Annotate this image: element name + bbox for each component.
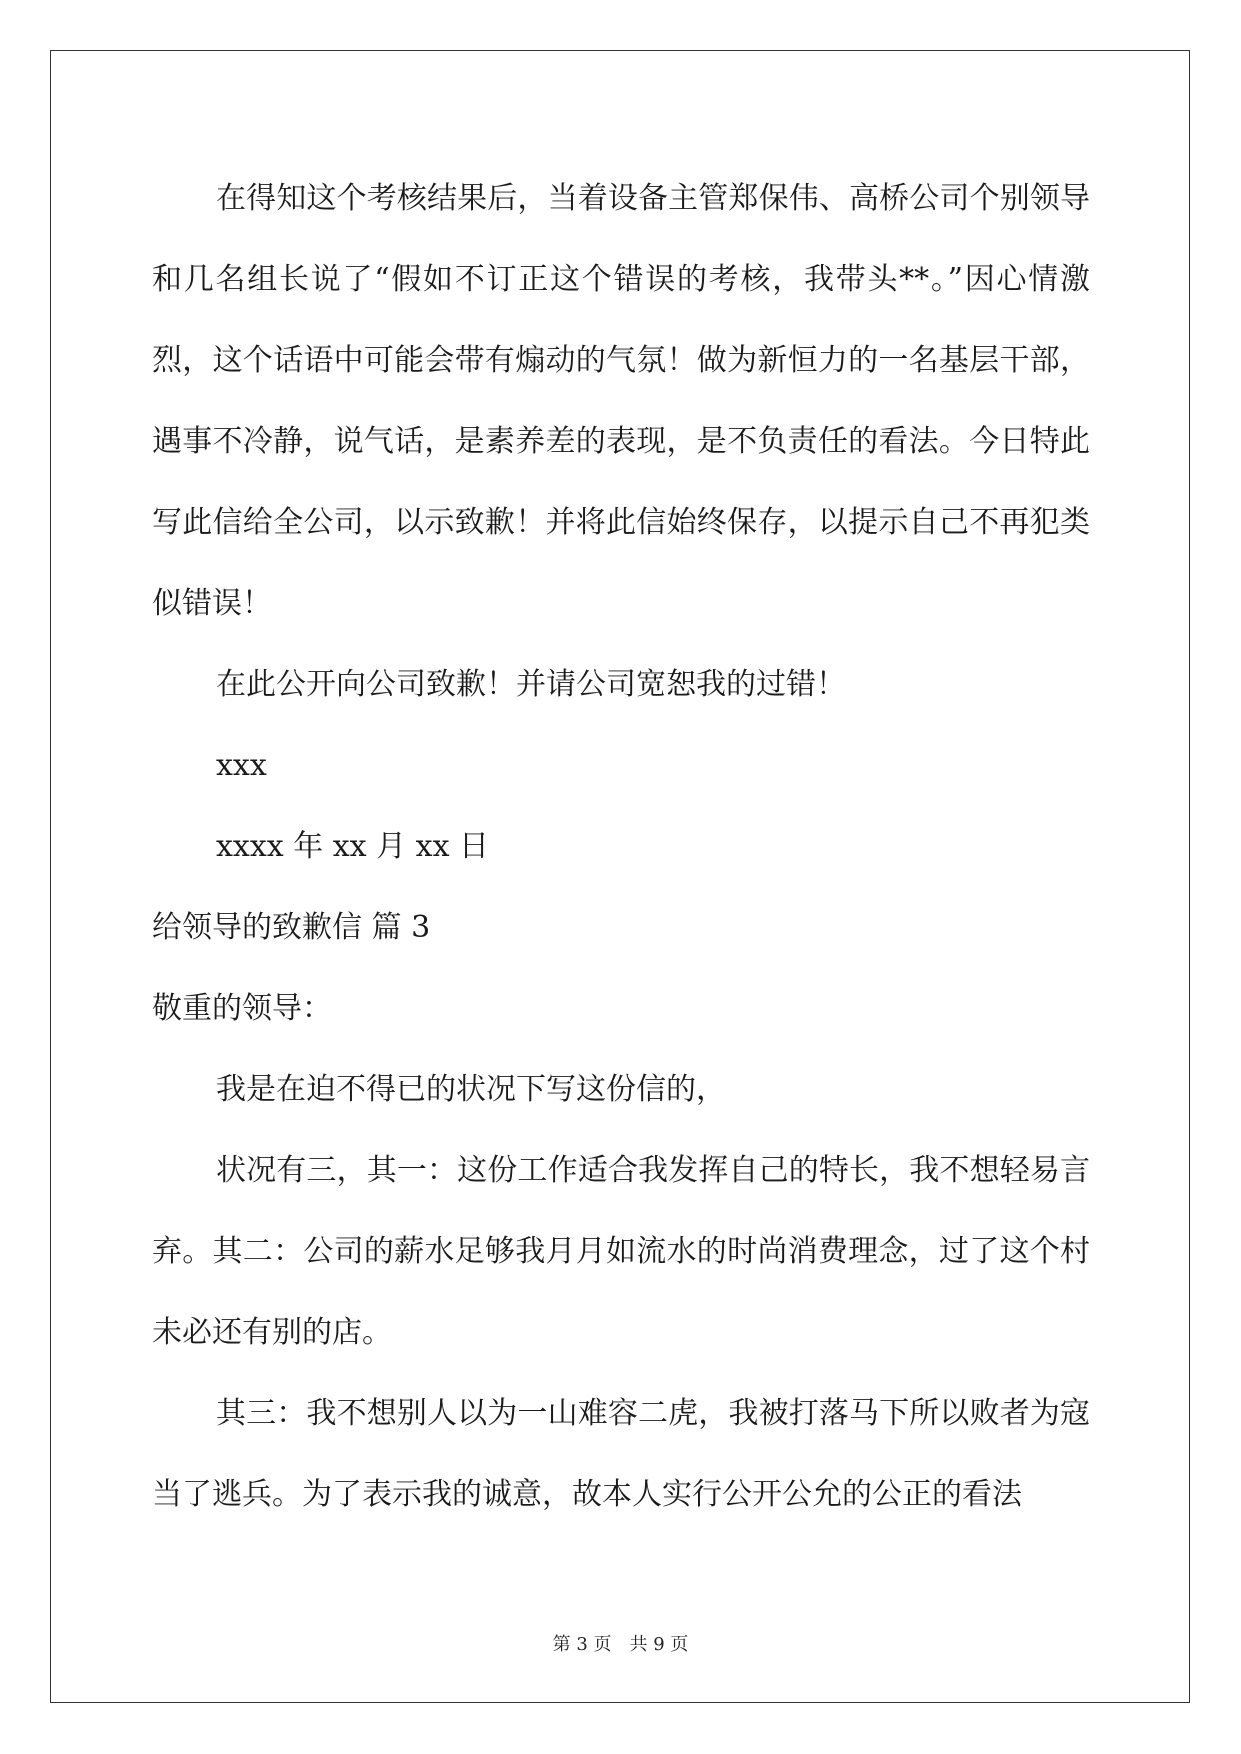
- paragraph-5: 其三：我不想别人以为一山难容二虎，我被打落马下所以败者为寇当了逃兵。为了表示我的诚意，故本人实行公开公允的公正的看法: [152, 1396, 1090, 1512]
- paragraph-4: 状况有三，其一：这份工作适合我发挥自己的特长，我不想轻易言弃。其二：公司的薪水足够我月月如流水的时尚消费理念，过了这个村未必还有别的店。: [152, 1153, 1090, 1350]
- document-body: [152, 158, 1090, 1535]
- paragraph-3: 我是在迫不得已的状况下写这份信的，: [216, 1072, 726, 1107]
- section-heading: 给领导的致歉信 篇 3: [152, 910, 431, 945]
- salutation: 敬重的领导：: [152, 991, 332, 1026]
- signature-name: xxx: [216, 748, 267, 783]
- paragraph-2: 在此公开向公司致歉！并请公司宽恕我的过错！: [216, 667, 846, 702]
- signature-date: xxxx 年 xx 月 xx 日: [216, 829, 490, 864]
- paragraph-1: 在得知这个考核结果后，当着设备主管郑保伟、高桥公司个别领导和几名组长说了“假如不订正这个错误的考核，我带头**。”因心情激烈，这个话语中可能会带有煽动的气氛！做为新恒力的一名基层干部，遇事不冷静，说气话，是素养差的表现，是不负责任的看法。今日特此写此信给全公司，以示致歉！并将此信始终保存，以提示自己不再犯类似错误！: [152, 181, 1090, 621]
- page-footer: 第 3 页 共 9 页: [552, 1634, 689, 1655]
